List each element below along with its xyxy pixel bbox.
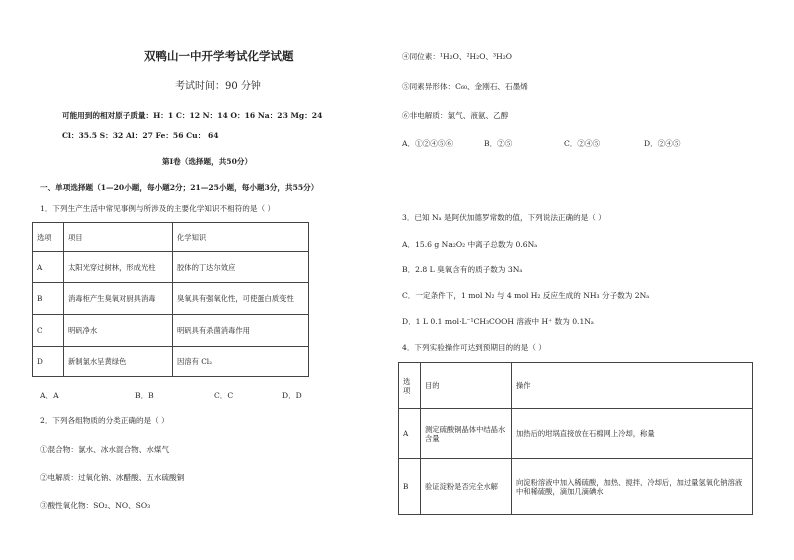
table-cell: 因溶有 Cl₂ <box>173 347 309 377</box>
q2-item: ①混合物：氯水、冰水混合物、水煤气 <box>40 445 170 454</box>
table-header: 化学知识 <box>173 223 309 252</box>
table-cell: 胶体的丁达尔效应 <box>173 252 309 283</box>
table-cell: 测定硫酸铜晶体中结晶水含量 <box>421 409 512 459</box>
table-header-row <box>399 363 753 409</box>
table-cell: 消毒柜产生臭氧对厨具消毒 <box>64 283 173 315</box>
table-cell: 明矾净水 <box>64 315 173 347</box>
q2-option-d: D．②④⑤ <box>644 139 681 148</box>
atomic-mass-line-1: 可能用到的相对原子质量：H：1 C：12 N：14 O：16 Na：23 Mg：24 <box>62 111 323 120</box>
q2-item: ⑤同素异形体：C₆₀、金刚石、石墨烯 <box>402 82 528 91</box>
q1-table <box>32 222 309 377</box>
table-cell: 加热后的坩埚直接放在石棉网上冷却，称量 <box>512 409 753 459</box>
table-header: 选项 <box>33 223 64 252</box>
table-row <box>33 347 309 377</box>
table-header-row <box>33 223 309 252</box>
table-cell: 向淀粉溶液中加入稀硫酸，加热、搅拌、冷却后，加过量氢氧化钠溶液中和稀硫酸，滴加几滴碘水 <box>512 459 753 515</box>
table-cell: B <box>33 283 64 315</box>
question-2: 2．下列各组物质的分类正确的是（ ） <box>40 416 169 425</box>
table-header: 选项 <box>399 363 421 409</box>
page-title: 双鸭山一中开学考试化学试题 <box>144 49 294 63</box>
table-row <box>33 252 309 283</box>
table-cell: A <box>399 409 421 459</box>
question-3: 3．已知 Nₐ 是阿伏加德罗常数的值，下列说法正确的是（ ） <box>402 213 606 222</box>
q2-item: ⑥非电解质：氯气、液氨、乙醇 <box>402 111 509 120</box>
table-header: 目的 <box>421 363 512 409</box>
q2-option-a: A．①②④⑤⑥ <box>402 139 454 148</box>
table-row <box>33 315 309 347</box>
table-cell: B <box>399 459 421 515</box>
table-cell: 臭氧具有强氧化性，可使蛋白质变性 <box>173 283 309 315</box>
q4-table <box>398 362 753 515</box>
table-cell: 新制氯水呈黄绿色 <box>64 347 173 377</box>
table-cell: D <box>33 347 64 377</box>
table-cell: C <box>33 315 64 347</box>
q3-option-d: D．1 L 0.1 mol·L⁻¹CH₃COOH 溶液中 H⁺ 数为 0.1Nₐ <box>402 317 594 326</box>
q1-option-a: A．A <box>40 391 59 400</box>
table-cell: A <box>33 252 64 283</box>
table-row <box>33 283 309 315</box>
table-header: 项目 <box>64 223 173 252</box>
table-cell: 太阳光穿过树林，形成光柱 <box>64 252 173 283</box>
table-row <box>399 459 753 515</box>
q2-item: ④同位素：¹H₂O、²H₂O、³H₂O <box>402 52 512 61</box>
q3-option-a: A．15.6 g Na₂O₂ 中离子总数为 0.6Nₐ <box>402 240 538 249</box>
q2-item: ③酸性氧化物：SO₂、NO、SO₃ <box>40 501 151 510</box>
q1-option-c: C．C <box>214 391 234 400</box>
q2-item: ②电解质：过氧化钠、冰醋酸、五水硫酸铜 <box>40 473 185 482</box>
q3-option-c: C．一定条件下，1 mol N₂ 与 4 mol H₂ 反应生成的 NH₃ 分子数为 2Nₐ <box>402 291 650 300</box>
table-row <box>399 409 753 459</box>
q3-option-b: B．2.8 L 臭氧含有的质子数为 3Nₐ <box>402 265 523 274</box>
q1-option-d: D．D <box>282 391 302 400</box>
question-1: 1．下列生产生活中常见事例与所涉及的主要化学知识不相符的是（ ） <box>40 204 276 213</box>
part-one-heading: 一、单项选择题（1—20小题，每小题2分；21—25小题，每小题3分，共55分） <box>40 183 319 192</box>
q2-option-c: C．②④⑤ <box>564 139 601 148</box>
table-cell: 验证淀粉是否完全水解 <box>421 459 512 515</box>
atomic-mass-line-2: Cl：35.5 S：32 Al：27 Fe：56 Cu： 64 <box>62 131 219 140</box>
q2-option-b: B．②⑤ <box>484 139 513 148</box>
table-cell: 明矾具有杀菌消毒作用 <box>173 315 309 347</box>
q1-option-b: B．B <box>135 391 154 400</box>
question-4: 4．下列实验操作可达到预期目的的是（ ） <box>402 343 546 352</box>
table-header: 操作 <box>512 363 753 409</box>
section-title: 第Ⅰ卷（选择题，共50分） <box>162 157 253 166</box>
exam-time: 考试时间：90 分钟 <box>175 81 261 92</box>
